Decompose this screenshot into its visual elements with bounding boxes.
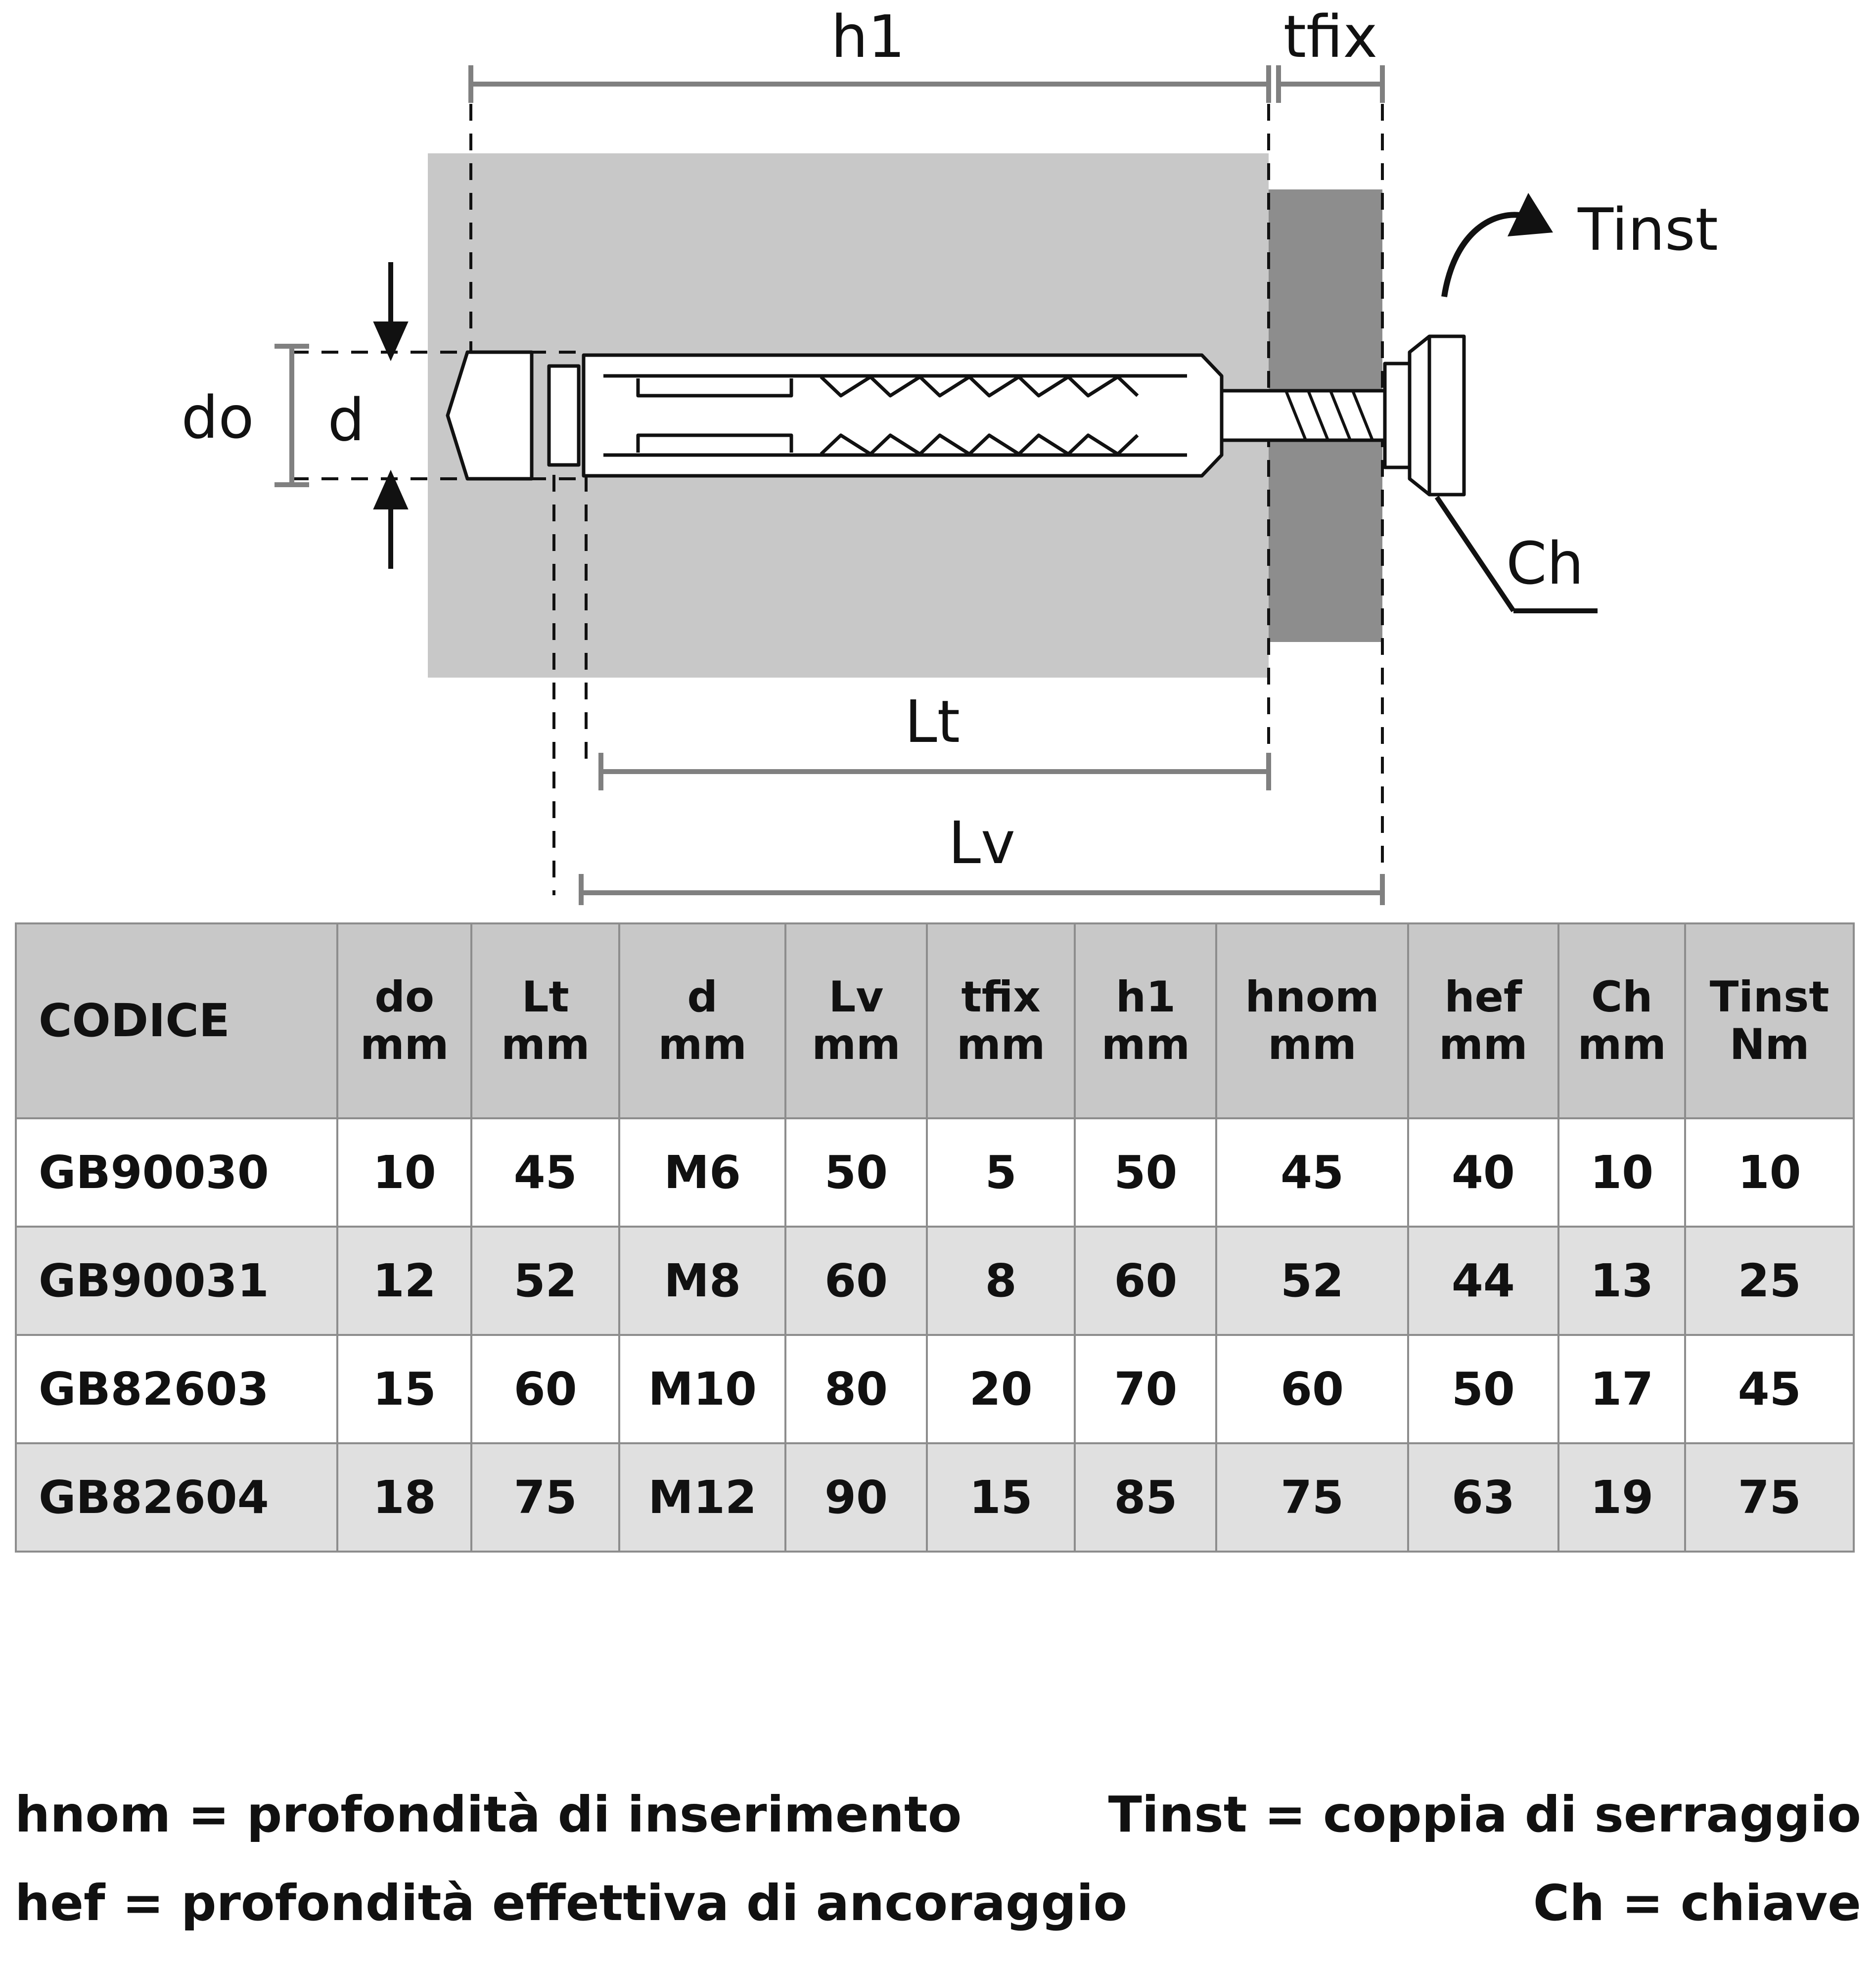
table-header-row: [16, 923, 1854, 1118]
cell-h1: 50: [1075, 1118, 1216, 1227]
legend-hef: hef = profondità effettiva di ancoraggio: [15, 1874, 1128, 1932]
header-h1-symbol: h1: [1115, 972, 1176, 1022]
table-row: [16, 1335, 1854, 1443]
header-do: [337, 923, 471, 1118]
cell-tinst: 25: [1685, 1227, 1854, 1335]
header-codice: [16, 923, 337, 1118]
cell-h1: 70: [1075, 1335, 1216, 1443]
legend-ch: Ch = chiave: [1533, 1874, 1861, 1932]
cell-hef: 63: [1408, 1443, 1559, 1552]
cell-hnom: 60: [1216, 1335, 1408, 1443]
cell-hef: 40: [1408, 1118, 1559, 1227]
cell-ch: 10: [1558, 1118, 1685, 1227]
header-do-symbol: do: [374, 972, 435, 1022]
hex-nut: [1410, 336, 1464, 495]
cell-d: M10: [619, 1335, 785, 1443]
table-row: [16, 1443, 1854, 1552]
cell-hnom: 45: [1216, 1118, 1408, 1227]
dimension-tfix: [1279, 65, 1382, 103]
header-tinst: [1685, 923, 1854, 1118]
label-tinst: Tinst: [1578, 195, 1718, 264]
cell-tinst: 75: [1685, 1443, 1854, 1552]
header-tfix: [927, 923, 1075, 1118]
header-lv: [785, 923, 927, 1118]
label-lv: Lv: [948, 809, 1015, 877]
anchor-collar: [549, 366, 579, 465]
cell-codice: GB90031: [16, 1227, 337, 1335]
header-hef: [1408, 923, 1559, 1118]
cell-tfix: 15: [927, 1443, 1075, 1552]
header-h1-unit: mm: [1101, 1020, 1190, 1069]
header-hnom-symbol: hnom: [1245, 972, 1379, 1022]
legend-tinst: Tinst = coppia di serraggio: [1108, 1786, 1861, 1843]
label-do: do: [181, 383, 254, 452]
cell-lt: 60: [471, 1335, 619, 1443]
cell-codice: GB90030: [16, 1118, 337, 1227]
header-tinst-unit: Nm: [1729, 1020, 1810, 1069]
header-lt: [471, 923, 619, 1118]
cell-hnom: 75: [1216, 1443, 1408, 1552]
cell-codice: GB82604: [16, 1443, 337, 1552]
header-h1: [1075, 923, 1216, 1118]
dimension-d: [377, 262, 405, 569]
header-lv-unit: mm: [812, 1020, 901, 1069]
legend-hnom: hnom = profondità di inserimento: [15, 1786, 962, 1843]
cell-lv: 80: [785, 1335, 927, 1443]
washer: [1385, 364, 1410, 467]
cell-hef: 50: [1408, 1335, 1559, 1443]
label-lt: Lt: [904, 688, 961, 756]
cell-do: 10: [337, 1118, 471, 1227]
cell-tinst: 45: [1685, 1335, 1854, 1443]
cell-do: 18: [337, 1443, 471, 1552]
cell-tfix: 8: [927, 1227, 1075, 1335]
header-tfix-symbol: tfix: [961, 972, 1041, 1022]
cell-lv: 50: [785, 1118, 927, 1227]
legend-row-2: [15, 1874, 1861, 1932]
cell-d: M6: [619, 1118, 785, 1227]
table-row: [16, 1227, 1854, 1335]
cell-tinst: 10: [1685, 1118, 1854, 1227]
cell-lt: 75: [471, 1443, 619, 1552]
label-tfix: tfix: [1283, 2, 1378, 71]
dimension-lt: [601, 753, 1269, 790]
specification-table: [15, 922, 1855, 1553]
header-ch: [1558, 923, 1685, 1118]
header-hef-unit: mm: [1439, 1020, 1528, 1069]
anchor-technical-drawing: [0, 0, 1876, 905]
header-lv-symbol: Lv: [828, 972, 884, 1022]
header-ch-symbol: Ch: [1591, 972, 1653, 1022]
cell-lv: 90: [785, 1443, 927, 1552]
header-ch-unit: mm: [1577, 1020, 1666, 1069]
header-tfix-unit: mm: [957, 1020, 1046, 1069]
legend-row-1: [15, 1786, 1861, 1843]
label-ch: Ch: [1506, 529, 1584, 597]
table-row: [16, 1118, 1854, 1227]
header-do-unit: mm: [360, 1020, 449, 1069]
cell-ch: 19: [1558, 1443, 1685, 1552]
header-lt-symbol: Lt: [521, 972, 569, 1022]
anchor-tip: [448, 352, 532, 479]
cell-lt: 52: [471, 1227, 619, 1335]
specification-table-wrapper: [15, 922, 1855, 1553]
header-hef-symbol: hef: [1444, 972, 1522, 1022]
legend: [15, 1786, 1861, 1963]
dimension-do: [275, 346, 309, 485]
cell-h1: 60: [1075, 1227, 1216, 1335]
header-codice-label: CODICE: [39, 994, 230, 1048]
cell-do: 12: [337, 1227, 471, 1335]
cell-ch: 17: [1558, 1335, 1685, 1443]
header-tinst-symbol: Tinst: [1709, 972, 1830, 1022]
label-h1: h1: [831, 2, 905, 71]
header-hnom-unit: mm: [1268, 1020, 1357, 1069]
header-d-symbol: d: [687, 972, 718, 1022]
cell-tfix: 20: [927, 1335, 1075, 1443]
cell-lv: 60: [785, 1227, 927, 1335]
header-d-unit: mm: [658, 1020, 747, 1069]
header-hnom: [1216, 923, 1408, 1118]
expansion-sleeve: [584, 355, 1222, 476]
cell-tfix: 5: [927, 1118, 1075, 1227]
cell-h1: 85: [1075, 1443, 1216, 1552]
cell-lt: 45: [471, 1118, 619, 1227]
label-d: d: [327, 386, 365, 454]
cell-ch: 13: [1558, 1227, 1685, 1335]
dimension-lv: [581, 874, 1382, 905]
cell-d: M8: [619, 1227, 785, 1335]
header-d: [619, 923, 785, 1118]
cell-d: M12: [619, 1443, 785, 1552]
header-lt-unit: mm: [501, 1020, 590, 1069]
dimension-h1: [471, 65, 1269, 103]
cell-hnom: 52: [1216, 1227, 1408, 1335]
cell-hef: 44: [1408, 1227, 1559, 1335]
cell-codice: GB82603: [16, 1335, 337, 1443]
cell-do: 15: [337, 1335, 471, 1443]
